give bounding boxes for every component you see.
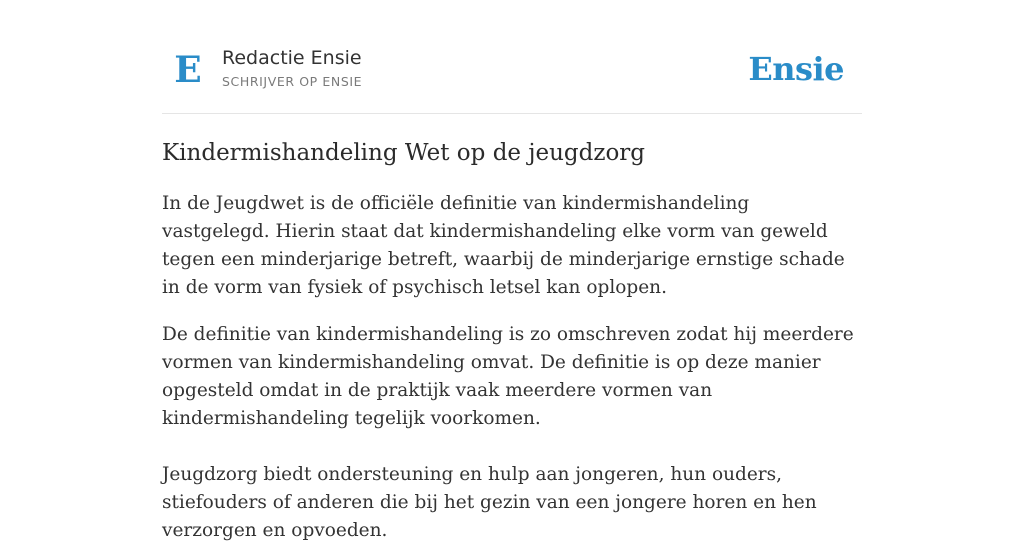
author-avatar[interactable]: E — [174, 49, 202, 91]
author-role: SCHRIJVER OP ENSIE — [222, 74, 363, 89]
brand-logo[interactable]: Ensie — [748, 50, 844, 88]
article-header — [162, 40, 862, 114]
article-paragraph: Jeugdzorg biedt ondersteuning en hulp aan jongeren, hun ouders, stiefouders of anderen die bij het gezin van een jongere horen en hen verzorgen en opvoeden. — [162, 464, 817, 541]
article-container — [162, 0, 862, 541]
author-name[interactable]: Redactie Ensie — [222, 47, 362, 69]
article-title: Kindermishandeling Wet op de jeugdzorg — [162, 140, 646, 166]
article-paragraph: In de Jeugdwet is de officiële definitie van kindermishandeling vastgelegd. Hierin staat dat kindermishandeling elke vorm van geweld tegen een minderjarige betreft, waarbij de minderjarige ernstige schade in de vorm van fysiek of psychisch letsel kan oplopen. — [162, 193, 845, 298]
article-paragraph: De definitie van kindermishandeling is zo omschreven zodat hij meerdere vormen van kindermishandeling omvat. De definitie is op deze manier opgesteld omdat in de praktijk vaak meerdere vormen van kindermishandeling tegelijk voorkomen. — [162, 324, 854, 429]
